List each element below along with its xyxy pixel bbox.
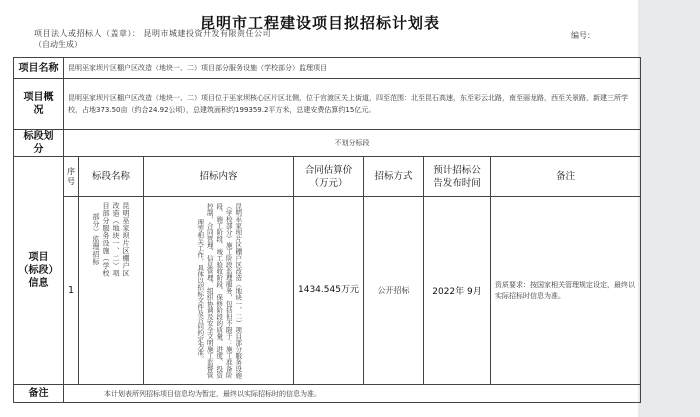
cell-seq: 1 [64,197,79,385]
bid-plan-table [13,57,641,403]
section-division-value: 不划分标段 [64,130,641,157]
header-remarks: 备注 [491,157,641,197]
serial-label: 编号： [571,31,595,40]
page-title: 昆明市工程建设项目拟招标计划表 [199,14,440,32]
row-project-overview [14,79,641,130]
cell-price: 1434.545万元 [294,197,364,385]
side-panel [638,0,700,417]
project-info-label: 项目 （标段） 信息 [14,157,64,385]
notes-label: 备注 [14,385,64,403]
header-section-name: 标段名称 [79,157,144,197]
project-name-label: 项目名称 [14,58,64,79]
cell-publish-time: 2022年 9月 [424,197,491,385]
cell-content: 昆明巫家坝片区棚户区改造（地块一、二）项目部分服务设施（学校部分）施工阶段监理服务，包括但不限于：施工准备阶段、施工阶段、竣工验收阶段、保修阶段的质量、进度、投资控制，合同管理、信息管理、组织协调及安全文明施工监督管理等相关工作，具体以招标文件及合同约定为准。 [144,197,294,385]
section-division-label: 标段划 分 [14,130,64,157]
notes-value: 本计划表所列招标项目信息均为暂定，最终以实际招标时的信息为准。 [64,385,641,403]
project-overview-label: 项目概 况 [14,79,64,130]
header-content: 招标内容 [144,157,294,197]
project-name-value: 昆明巫家坝片区棚户区改造（地块一、二）项目部分服务设施（学校部分）监理项目 [64,58,641,79]
project-overview-value: 昆明巫家坝片区棚户区改造（地块一、二）项目位于巫家坝核心区片区北侧，位于官渡区关上街道，四至范围：北至昆石高速，东至彩云北路，南至丽龙路，西至关景路，新建三所学校，占地373.50亩（约合24.92公顷），总建筑面积约199359.2平方米，总建安费估算约15亿元。 [64,79,641,130]
bidder-line: 项目法人或招标人（盖章）： 昆明市城建投资开发有限责任公司 [34,29,272,38]
header-seq: 序号 [64,157,79,197]
cell-section-name: 昆明巫家坝片区棚户区改造（地块一、二）项目部分服务设施（学校部分）监理招标 [79,197,144,385]
header-price: 合同估算价 （万元） [294,157,364,197]
cell-remarks: 资质要求：按国家相关管理规定设定，最终以实际招标时信息为准。 [491,197,641,385]
header-publish-time: 预计招标公 告发布时间 [424,157,491,197]
row-info-header [14,157,641,197]
auto-generated-note: （自动生成） [34,40,82,49]
row-project-name [14,58,641,79]
table-row [14,197,641,385]
cell-method: 公开招标 [364,197,424,385]
row-notes [14,385,641,403]
header-method: 招标方式 [364,157,424,197]
row-section-division [14,130,641,157]
